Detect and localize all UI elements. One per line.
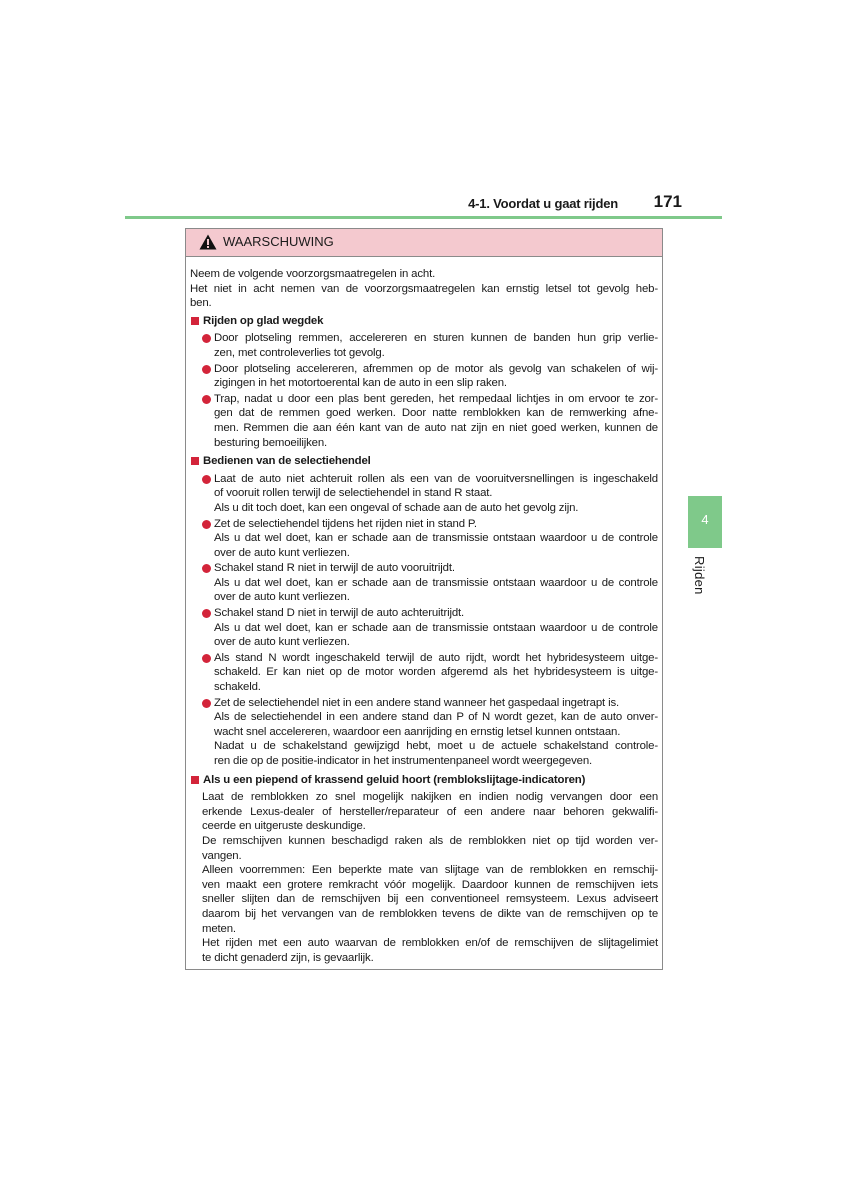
bullet-icon [202, 475, 211, 484]
list-item: Zet de selectiehendel niet in een andere stand wanneer het gaspedaal ingetrapt is. Als de selectiehendel in een andere stand dan P of N wordt gezet, kan de auto onver- wacht snel accelereren, waardoor een aanrijding en ernstig letsel kunnen ontstaan. Nadat u de schakelstand gewijzigd hebt, moet u de actuele schakelstand controle- ren die op de positie-indicator in het instrumentenpaneel wordt weergegeven. [190, 696, 658, 769]
section-heading: Rijden op glad wegdek [190, 314, 658, 329]
intro-line: ben. [190, 297, 212, 310]
section-title: 4-1. Voordat u gaat rijden [468, 196, 618, 211]
intro-line: Neem de volgende voorzorgsmaatregelen in acht. [190, 268, 436, 280]
section-list [190, 331, 658, 450]
list-item: Door plotseling accelereren, afremmen op de motor als gevolg van schakelen of wij- zigingen in het motortoerental kan de auto in een slip raken. [190, 362, 658, 391]
bullet-icon [202, 654, 211, 663]
list-item: Schakel stand R niet in terwijl de auto vooruitrijdt. Als u dat wel doet, kan er schade aan de transmissie ontstaan waardoor u de controle over de auto kunt verliezen. [190, 561, 658, 605]
chapter-tab [688, 496, 722, 548]
intro-paragraph [190, 267, 658, 311]
page-number: 171 [653, 192, 682, 211]
list-item: Trap, nadat u door een plas bent gereden, het rempedaal lichtjes in om ervoor te zor- gen dat de remmen goed werken. Door natte remblokken kan de remwerking afne- men. Remmen die aan één kant van de auto nat zijn en niet goed werken, kunnen de besturing bemoeilijken. [190, 392, 658, 450]
bullet-icon [202, 520, 211, 529]
list-item: Als stand N wordt ingeschakeld terwijl de auto rijdt, wordt het hybridesysteem uitge- schakeld. Er kan niet op de motor worden afgeremd als het hybridesysteem is uitge- schakeld. [190, 651, 658, 695]
list-item: Laat de auto niet achteruit rollen als een van de vooruitversnellingen is ingeschakeld of vooruit rollen terwijl de selectiehendel in stand R staat. Als u dit toch doet, kan een ongeval of schade aan de auto het gevolg zijn. [190, 472, 658, 516]
warning-title: WAARSCHUWING [223, 234, 334, 249]
warning-body [190, 267, 658, 965]
chapter-label: Rijden [692, 556, 707, 595]
intro-line: Het niet in acht nemen van de voorzorgsmaatregelen kan ernstig letsel tot gevolg heb- [190, 282, 658, 295]
list-item: Zet de selectiehendel tijdens het rijden niet in stand P. Als u dat wel doet, kan er schade aan de transmissie ontstaan waardoor u de controle over de auto kunt verliezen. [190, 517, 658, 561]
bullet-icon [202, 609, 211, 618]
bullet-icon [202, 564, 211, 573]
chapter-number: 4 [701, 512, 709, 527]
bullet-icon [202, 395, 211, 404]
warning-header [186, 229, 662, 257]
section-heading: Bedienen van de selectiehendel [190, 454, 658, 469]
section-list [190, 472, 658, 769]
bullet-icon [202, 699, 211, 708]
section-text: Laat de remblokken zo snel mogelijk nakijken en indien nodig vervangen door een erkende Lexus-dealer of hersteller/reparateur of een andere naar behoren gekwalifi- ceerde en uitgeruste deskundige. De remschijven kunnen beschadigd raken als de remblokken niet op tijd worden ver- vangen. Alleen voorremmen: Een beperkte mate van slijtage van de remblokken en remschij- ven maakt een grotere remkracht vóór mogelijk. Daardoor kunnen de remschijven iets sneller slijten dan de remschijven bij een conventioneel remsysteem. Lexus adviseert daarom bij het vervangen van de remblokken tevens de dikte van de remschijven op te meten. Het rijden met een auto waarvan de remblokken en/of de remschijven de slijtagelimiet te dicht genaderd zijn, is gevaarlijk. [202, 791, 658, 964]
list-item: Door plotseling remmen, accelereren en sturen kunnen de banden hun grip verlie- zen, met controleverlies tot gevolg. [190, 331, 658, 360]
page-header [125, 190, 722, 219]
list-item: Schakel stand D niet in terwijl de auto achteruitrijdt. Als u dat wel doet, kan er schade aan de transmissie ontstaan waardoor u de controle over de auto kunt verliezen. [190, 606, 658, 650]
bullet-icon [202, 334, 211, 343]
section-heading: Als u een piepend of krassend geluid hoort (remblokslijtage-indicatoren) [190, 773, 658, 788]
warning-box [185, 228, 663, 970]
bullet-icon [202, 365, 211, 374]
warning-triangle-icon [199, 234, 217, 250]
